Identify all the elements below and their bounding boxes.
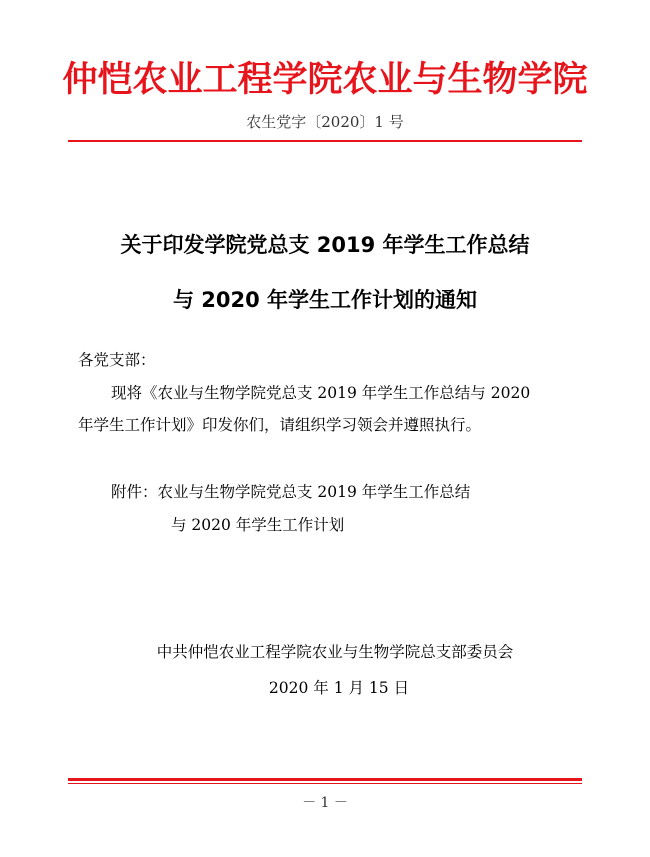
body-paragraph-line-2: 年学生工作计划》印发你们，请组织学习领会并遵照执行。 — [78, 416, 482, 434]
footer-divider-thin — [68, 783, 582, 784]
body-paragraph-line-1: 现将《农业与生物学院党总支 2019 年学生工作总结与 2020 — [111, 384, 531, 402]
issuer-masthead: 仲恺农业工程学院农业与生物学院 — [62, 59, 588, 100]
attachment-line-1: 附件：农业与生物学院党总支 2019 年学生工作总结 — [111, 483, 471, 501]
document-title-line-1: 关于印发学院党总支 2019 年学生工作总结 — [120, 233, 530, 257]
page-number: － 1 － — [302, 795, 348, 811]
document-number: 农生党字〔2020〕1 号 — [246, 113, 404, 131]
signing-organization: 中共仲恺农业工程学院农业与生物学院总支部委员会 — [156, 643, 514, 661]
footer-divider-thick — [68, 778, 582, 781]
document-title-line-2: 与 2020 年学生工作计划的通知 — [172, 288, 478, 312]
signing-date: 2020 年 1 月 15 日 — [268, 679, 410, 697]
salutation: 各党支部： — [78, 351, 156, 369]
attachment-line-2: 与 2020 年学生工作计划 — [171, 516, 345, 534]
header-divider — [68, 140, 582, 142]
